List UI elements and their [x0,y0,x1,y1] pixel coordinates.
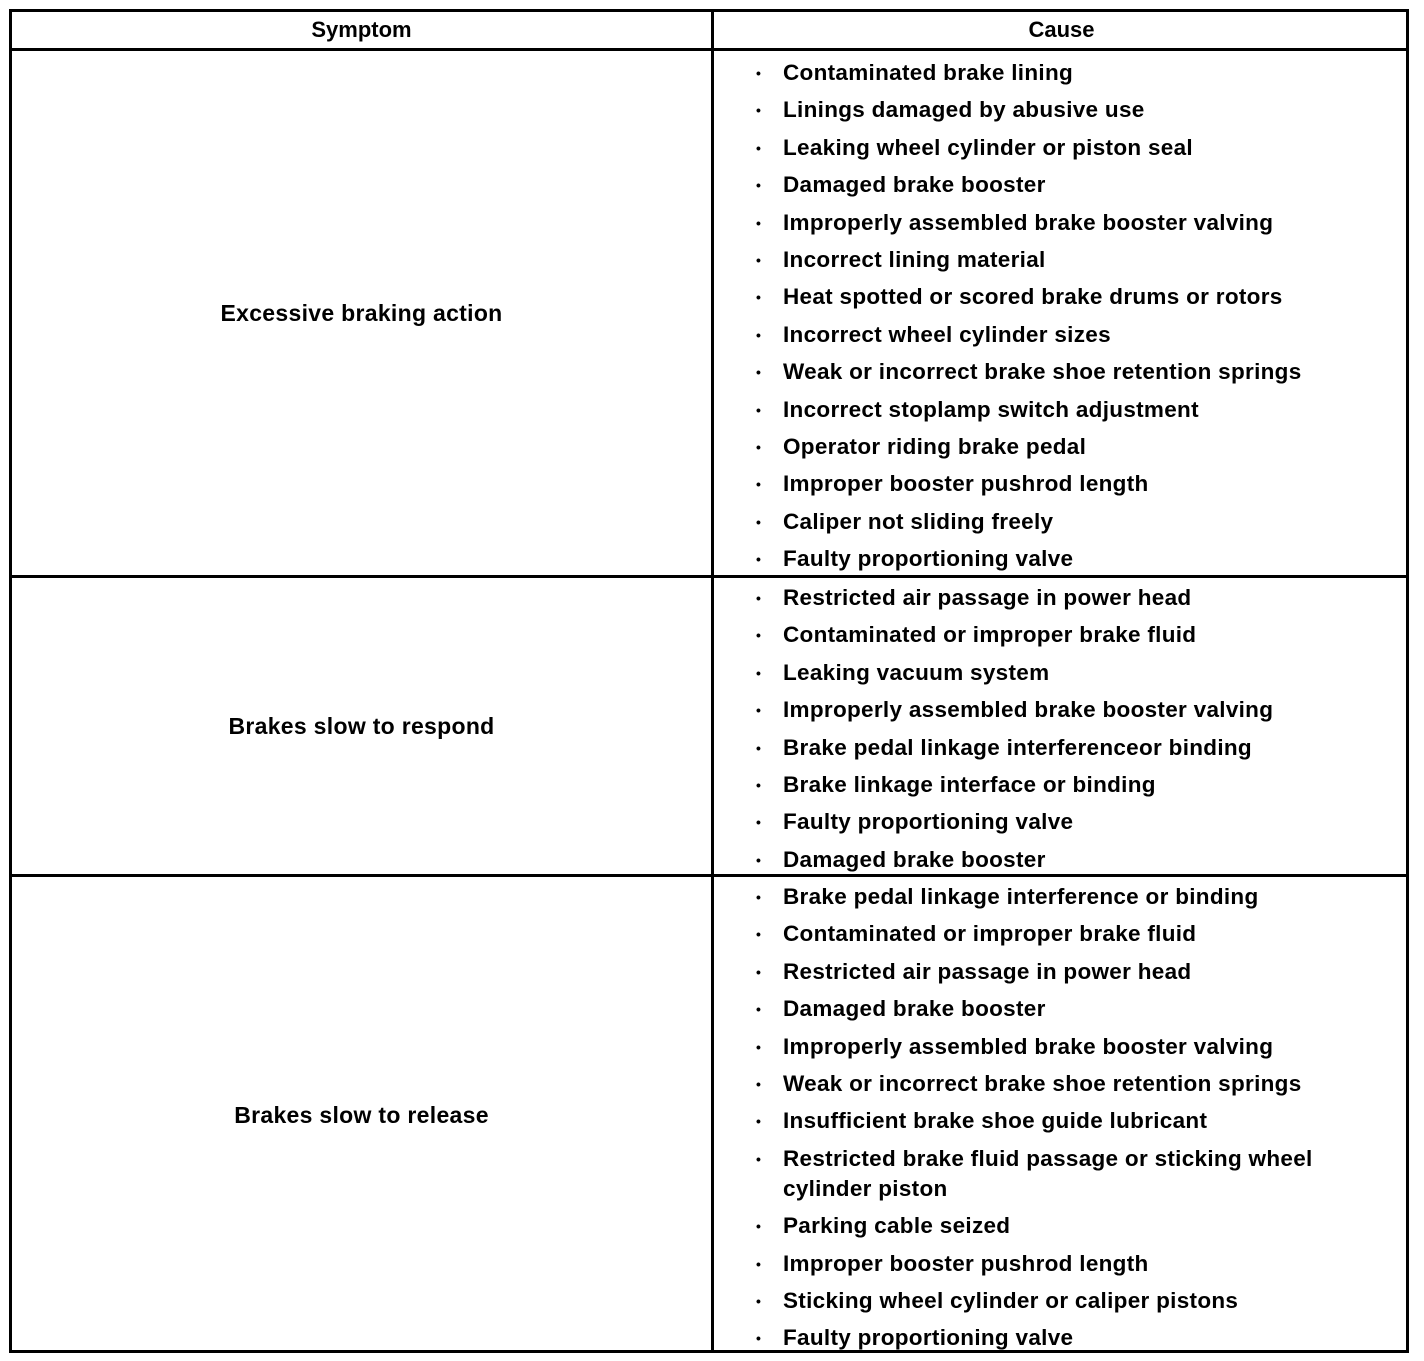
cause-item [752,1323,1372,1353]
symptom-brakes-slow-to-respond: Brakes slow to respond [228,712,495,739]
cause-item [752,544,1372,574]
cause-item [752,208,1372,238]
cause-item [752,1249,1372,1279]
cause-text: Improperly assembled brake booster valving [783,209,1274,235]
cause-item [752,1106,1372,1136]
bullet-icon: • [756,963,762,980]
cause-item [752,583,1372,613]
cause-item [752,733,1372,763]
cause-item [752,957,1372,987]
symptom-excessive-braking-action: Excessive braking action [220,299,503,326]
cause-text: Damaged brake booster [783,172,1046,198]
cause-text: Improperly assembled brake booster valving [783,697,1274,723]
bullet-icon: • [756,1255,762,1272]
bullet-icon: • [756,814,762,831]
cause-text: Incorrect lining material [783,246,1046,272]
cause-item [752,170,1372,200]
bullet-icon: • [756,1001,762,1018]
bullet-icon: • [756,1075,762,1092]
bullet-icon: • [756,1292,762,1309]
cause-item [752,807,1372,837]
bullet-icon: • [756,1218,762,1235]
cause-text: Sticking wheel cylinder or caliper pistons [783,1287,1239,1313]
cause-text: Contaminated or improper brake fluid [783,921,1197,947]
bullet-icon: • [756,401,762,418]
cause-text: Improperly assembled brake booster valving [783,1033,1274,1059]
bullet-icon: • [756,1330,762,1347]
cause-text: Faulty proportioning valve [783,1325,1074,1351]
cause-text: Leaking wheel cylinder or piston seal [783,134,1193,160]
cause-text: Brake linkage interface or binding [783,771,1156,797]
cause-text: Improper booster pushrod length [783,1250,1149,1276]
cause-text: Incorrect stoplamp switch adjustment [783,396,1199,422]
cause-text: Incorrect wheel cylinder sizes [783,321,1111,347]
cause-text: Damaged brake booster [783,846,1046,872]
bullet-icon: • [756,889,762,905]
column-divider [711,12,714,1350]
bullet-icon: • [756,776,762,793]
bullet-icon: • [756,1113,762,1130]
bullet-icon: • [756,513,762,530]
cause-list-excessive-braking-action [752,58,1372,581]
cause-text: Faulty proportioning valve [783,809,1074,835]
bullet-icon: • [756,1150,762,1167]
bullet-icon: • [756,926,762,943]
cause-text: Linings damaged by abusive use [783,97,1145,123]
cause-item [752,994,1372,1024]
cause-item [752,395,1372,425]
bullet-icon: • [756,214,762,231]
cause-item [752,469,1372,499]
cause-text: Caliper not sliding freely [783,508,1054,534]
cause-text: Parking cable seized [783,1213,1011,1239]
bullet-icon: • [756,139,762,156]
cause-text: Restricted brake fluid passage or sticking wheel cylinder piston [783,1145,1313,1201]
cause-text: Insufficient brake shoe guide lubricant [783,1108,1208,1134]
cause-item [752,133,1372,163]
cause-item [752,620,1372,650]
cause-text: Brake pedal linkage interferenceor binding [783,734,1252,760]
cause-item [752,320,1372,350]
cause-text: Heat spotted or scored brake drums or rotors [783,284,1283,310]
cause-text: Restricted air passage in power head [783,958,1192,984]
cause-item [752,919,1372,949]
symptom-brakes-slow-to-release: Brakes slow to release [234,1101,489,1128]
symptom-cause-table [9,9,1409,1353]
cause-item [752,770,1372,800]
cause-text: Brake pedal linkage interference or binding [783,884,1259,909]
cause-text: Weak or incorrect brake shoe retention springs [783,359,1302,385]
cause-item [752,695,1372,725]
bullet-icon: • [756,739,762,756]
bullet-icon: • [756,1038,762,1055]
cause-item [752,1069,1372,1099]
bullet-icon: • [756,65,762,81]
cause-item [752,282,1372,312]
bullet-icon: • [756,251,762,268]
cause-text: Leaking vacuum system [783,659,1050,685]
bullet-icon: • [756,289,762,306]
bullet-icon: • [756,102,762,119]
cause-item [752,1032,1372,1062]
bullet-icon: • [756,664,762,681]
cause-item [752,1144,1372,1204]
bullet-icon: • [756,476,762,493]
cause-item [752,58,1372,88]
cause-item [752,1211,1372,1241]
cause-text: Operator riding brake pedal [783,433,1087,459]
cause-text: Contaminated brake lining [783,60,1074,85]
header-symptom: Symptom [311,17,412,42]
cause-text: Contaminated or improper brake fluid [783,622,1197,648]
cause-text: Weak or incorrect brake shoe retention springs [783,1070,1302,1096]
bullet-icon: • [756,326,762,343]
cause-item [752,245,1372,275]
bullet-icon: • [756,364,762,381]
cause-text: Damaged brake booster [783,996,1046,1022]
cause-item [752,357,1372,387]
bullet-icon: • [756,702,762,719]
cause-text: Faulty proportioning valve [783,546,1074,572]
bullet-icon: • [756,590,762,606]
bullet-icon: • [756,177,762,194]
cause-list-brakes-slow-to-respond [752,583,1372,882]
cause-item [752,882,1372,912]
bullet-icon: • [756,438,762,455]
cause-list-brakes-slow-to-release [752,882,1372,1361]
cause-item [752,1286,1372,1316]
cause-text: Improper booster pushrod length [783,471,1149,497]
bullet-icon: • [756,627,762,644]
cause-item [752,845,1372,875]
header-cause: Cause [1028,17,1095,42]
cause-item [752,507,1372,537]
cause-text: Restricted air passage in power head [783,585,1192,610]
bullet-icon: • [756,551,762,568]
cause-item [752,658,1372,688]
cause-item [752,95,1372,125]
cause-item [752,432,1372,462]
bullet-icon: • [756,851,762,868]
